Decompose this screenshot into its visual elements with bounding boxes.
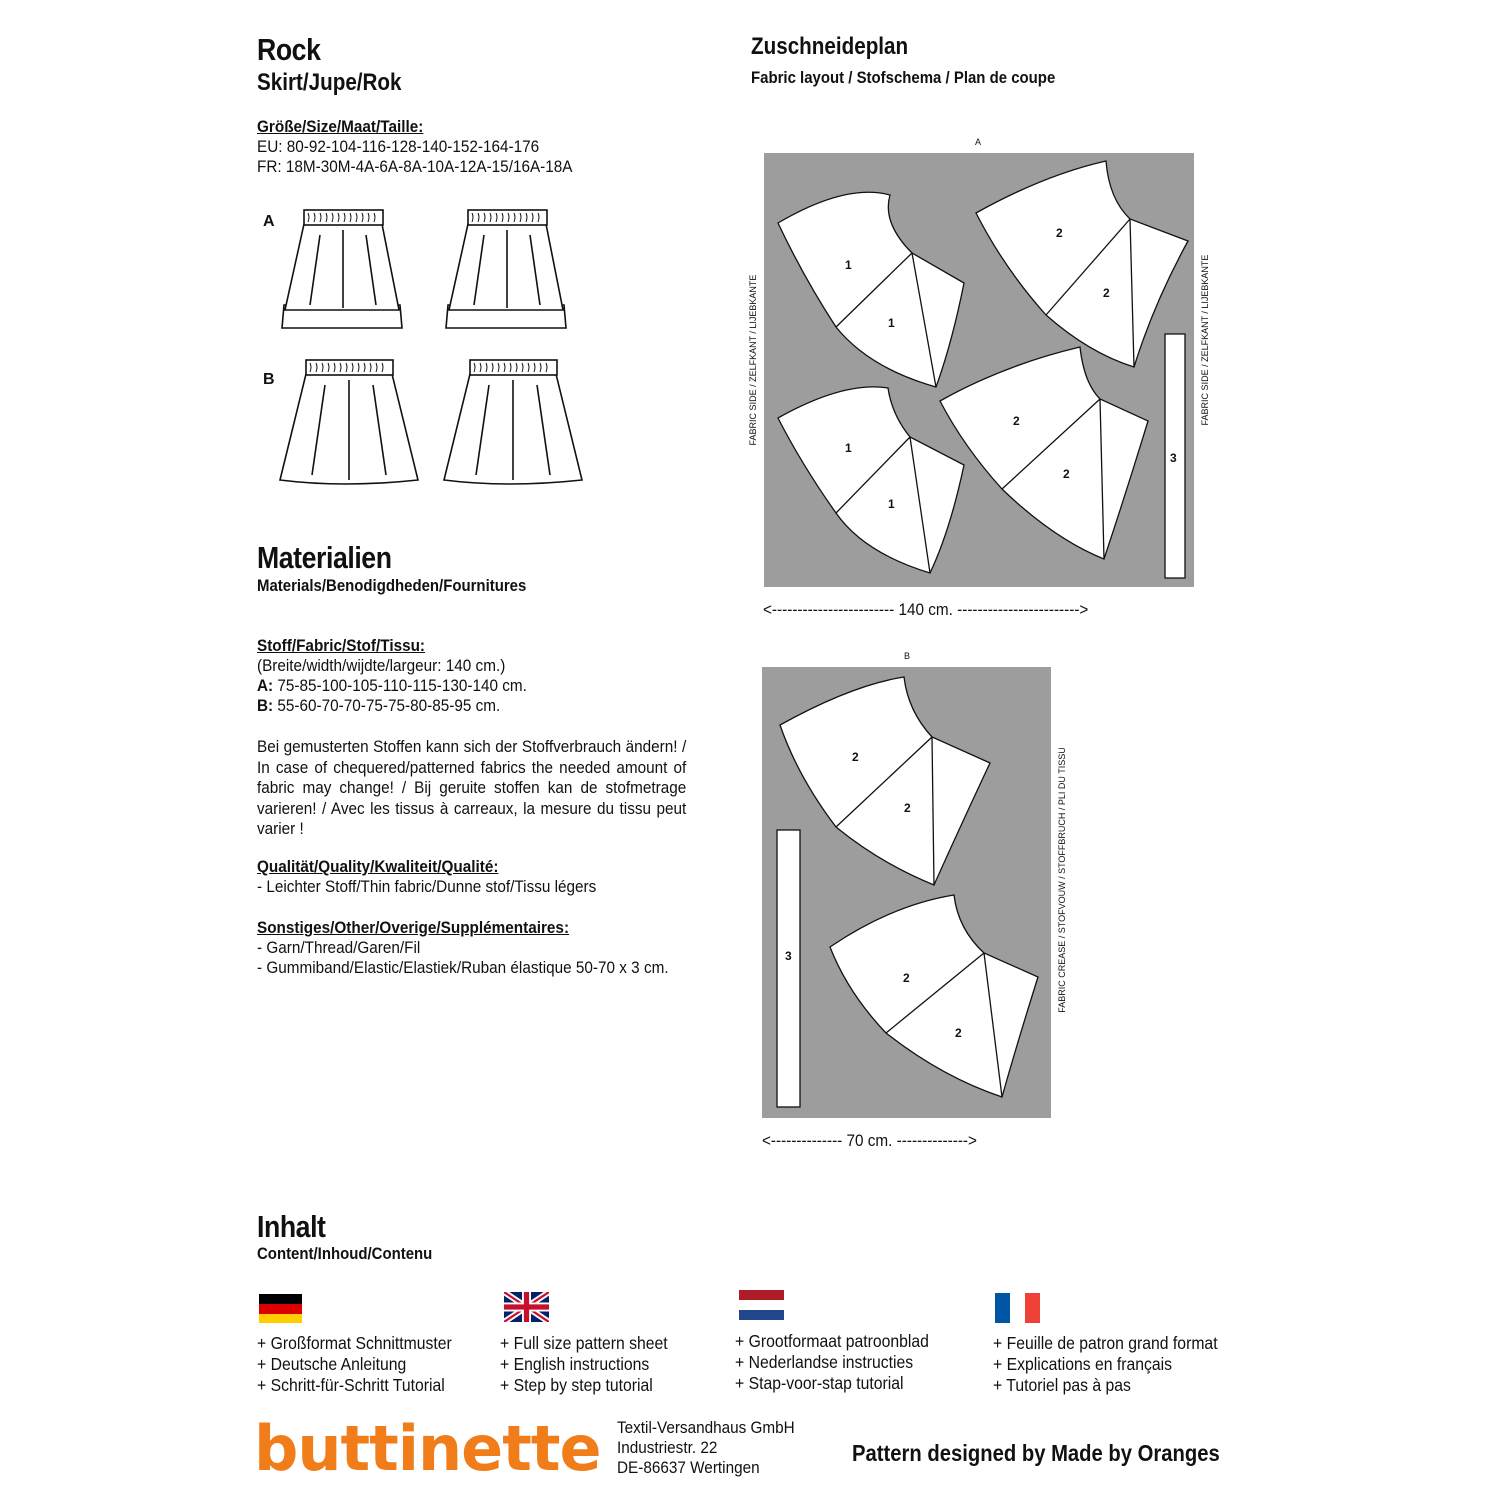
- plan-b-piece-2-top: [780, 677, 990, 885]
- fabric-block: [257, 636, 527, 716]
- plan-b-num-2d: 2: [955, 1026, 962, 1040]
- sizes-heading: Größe/Size/Maat/Taille:: [257, 117, 424, 136]
- plan-a-piece-1-bottom: [778, 387, 964, 573]
- view-a-label: A: [263, 213, 275, 230]
- plan-a-num-1a: 1: [845, 258, 852, 272]
- contents-english: + Full size pattern sheet + English instructions + Step by step tutorial: [500, 1333, 668, 1395]
- plan-a-num-2a: 2: [1056, 226, 1063, 240]
- plan-b-num-2b: 2: [904, 801, 911, 815]
- plan-b-piece-2-bottom: [830, 895, 1038, 1097]
- contents-dutch: + Grootformaat patroonblad + Nederlandse instructies + Stap-voor-stap tutorial: [735, 1331, 929, 1393]
- materials-subtitle: Materials/Benodigdheden/Fournitures: [257, 576, 527, 595]
- uk-flag-icon: [504, 1292, 549, 1322]
- plan-a-num-2b: 2: [1103, 286, 1110, 300]
- buttinette-logo: buttinette: [254, 1412, 601, 1485]
- plan-b-label: B: [904, 651, 911, 661]
- plan-b-width: <-------------- 70 cm. -------------->: [762, 1131, 977, 1150]
- materials-title: Materialien: [257, 540, 392, 575]
- plan-a-num-1b: 1: [888, 316, 895, 330]
- other-heading: Sonstiges/Other/Overige/Supplémentaires:: [257, 918, 570, 937]
- fabric-heading: Stoff/Fabric/Stof/Tissu:: [257, 636, 426, 655]
- layout-title: Zuschneideplan: [751, 33, 909, 60]
- other-block: [257, 918, 669, 978]
- plan-a-pieces: [764, 153, 1194, 587]
- contents-french: + Feuille de patron grand format + Explications en français + Tutoriel pas à pas: [993, 1333, 1218, 1395]
- pattern-note: Bei gemusterten Stoffen kann sich der Stoffverbrauch ändern! / In case of chequered/patterned fabrics the needed amount of fabric may change! / Bij geruite stoffen kan de stofmetrage varieren! / Avec les tissus à carreaux, la mesure du tissu peut varier !: [257, 737, 687, 838]
- layout-subtitle: Fabric layout / Stofschema / Plan de coupe: [751, 68, 1056, 87]
- fabric-a-row: A: 75-85-100-105-110-115-130-140 cm.: [257, 676, 527, 695]
- company-address: Textil-Versandhaus GmbH Industriestr. 22 DE-86637 Wertingen: [617, 1418, 795, 1477]
- plan-a-side-right: FABRIC SIDE / ZELFKANT / LIJEBKANTE: [1200, 254, 1210, 426]
- skirt-b-back: [444, 360, 582, 484]
- fabric-width-note: (Breite/width/wijdte/largeur: 140 cm.): [257, 656, 506, 675]
- skirt-b-front: [280, 360, 418, 484]
- plan-b-side-right: FABRIC CREASE / STOFVOUW / STOFFBRUCH / PLI DU TISSU: [1057, 747, 1067, 1013]
- plan-a-label: A: [975, 137, 982, 147]
- plan-b-pieces: [762, 667, 1051, 1118]
- quality-block: [257, 857, 596, 897]
- plan-a-piece-2-bottom: [940, 347, 1148, 559]
- germany-flag-icon: [259, 1294, 302, 1323]
- plan-a-width: <------------------------ 140 cm. ------------------------>: [763, 600, 1089, 619]
- sizes-eu: EU: 80-92-104-116-128-140-152-164-176: [257, 137, 540, 156]
- designer-credit: Pattern designed by Made by Oranges: [852, 1440, 1220, 1466]
- page-subtitle: Skirt/Jupe/Rok: [257, 69, 402, 96]
- plan-a-piece-1-top: [778, 192, 964, 387]
- other-item-elastic: - Gummiband/Elastic/Elastiek/Ruban élastique 50-70 x 3 cm.: [257, 958, 669, 977]
- plan-a-piece-2-top: [976, 161, 1188, 367]
- plan-b-num-3: 3: [785, 949, 792, 963]
- france-flag-icon: [995, 1293, 1040, 1323]
- sizes-block: [257, 117, 572, 177]
- skirt-illustrations: [270, 200, 600, 500]
- plan-a-num-1c: 1: [845, 441, 852, 455]
- other-item-thread: - Garn/Thread/Garen/Fil: [257, 938, 421, 957]
- plan-b-piece-3: [777, 830, 800, 1107]
- skirt-a-back: [446, 210, 566, 328]
- contents-title: Inhalt: [257, 1209, 326, 1244]
- sizes-fr: FR: 18M-30M-4A-6A-8A-10A-12A-15/16A-18A: [257, 157, 573, 176]
- plan-a-num-1d: 1: [888, 497, 895, 511]
- fabric-b-row: B: 55-60-70-70-75-75-80-85-95 cm.: [257, 696, 501, 715]
- plan-b-num-2a: 2: [852, 750, 859, 764]
- view-b-label: B: [263, 371, 275, 388]
- quality-item: - Leichter Stoff/Thin fabric/Dunne stof/Tissu légers: [257, 877, 597, 896]
- contents-subtitle: Content/Inhoud/Contenu: [257, 1244, 433, 1263]
- plan-a-num-2c: 2: [1013, 414, 1020, 428]
- plan-a-num-3: 3: [1170, 451, 1177, 465]
- skirt-a-front: [282, 210, 402, 328]
- plan-a-side-left: FABRIC SIDE / ZELFKANT / LIJEBKANTE: [748, 274, 758, 446]
- netherlands-flag-icon: [739, 1290, 784, 1320]
- plan-b-num-2c: 2: [903, 971, 910, 985]
- quality-heading: Qualität/Quality/Kwaliteit/Qualité:: [257, 857, 499, 876]
- plan-a-num-2d: 2: [1063, 467, 1070, 481]
- page-title: Rock: [257, 32, 321, 67]
- contents-german: + Großformat Schnittmuster + Deutsche Anleitung + Schritt-für-Schritt Tutorial: [257, 1333, 452, 1395]
